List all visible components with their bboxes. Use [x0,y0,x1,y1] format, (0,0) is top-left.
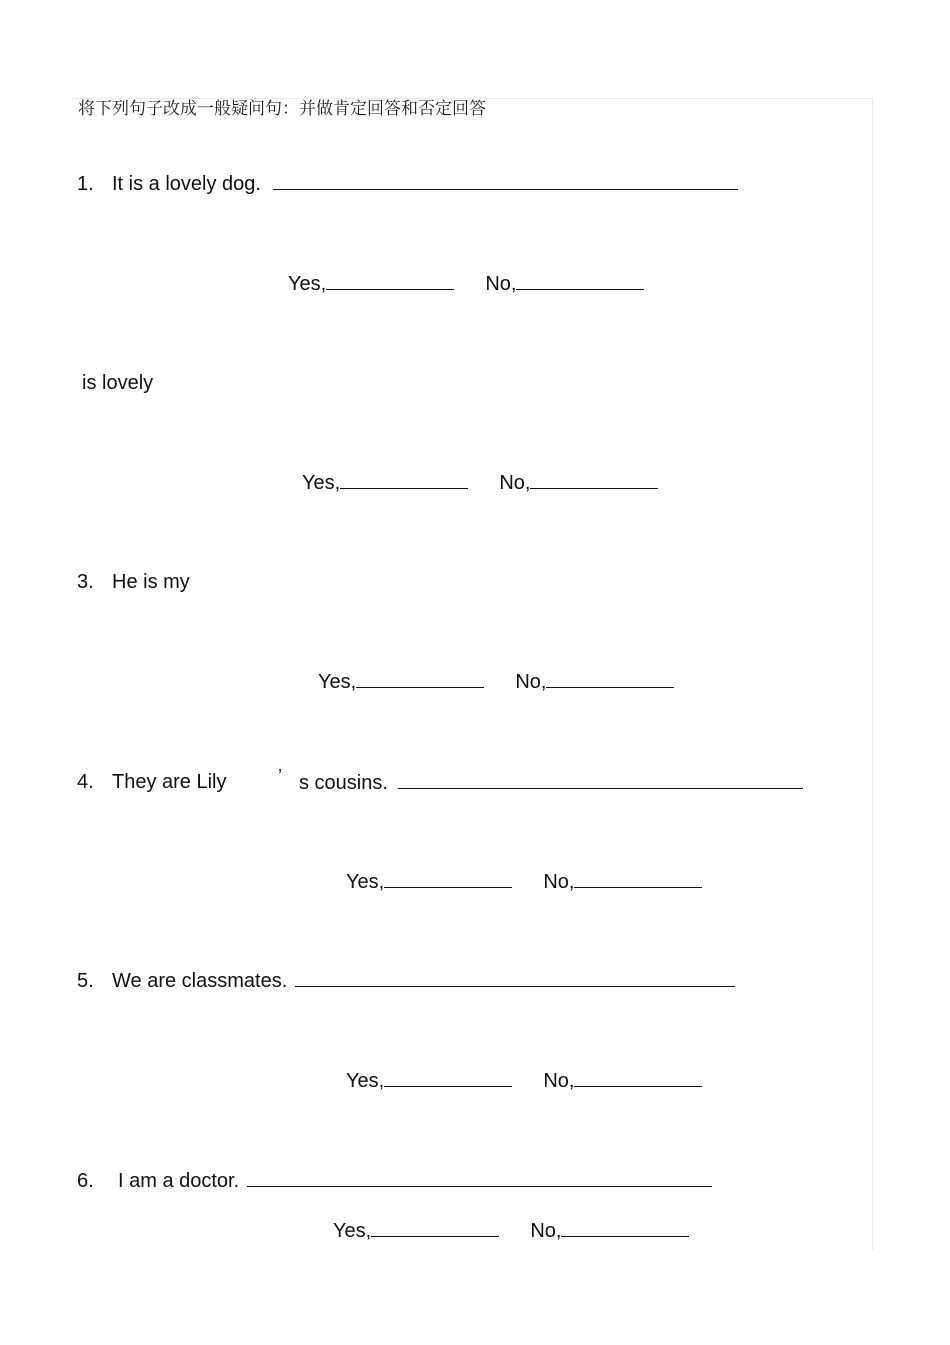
question-text: We are classmates. [112,970,288,992]
question-text: s cousins. [299,772,388,794]
question-3 [77,570,190,594]
no-label: No, [485,273,517,295]
no-label: No, [499,472,531,494]
question-5 [77,968,735,993]
yes-label: Yes, [346,871,385,893]
question-4-continued [299,770,803,795]
question-text: is lovely [82,372,154,394]
no-blank[interactable] [561,1218,689,1237]
question-number: 6. [77,1170,94,1192]
yes-blank[interactable] [371,1218,499,1237]
question-number: 5. [77,970,94,992]
yes-label: Yes, [302,472,341,494]
yes-blank[interactable] [384,1068,512,1087]
no-label: No, [543,1070,575,1092]
question-1 [77,171,738,196]
instruction-heading: 将下列句子改成一般疑问句：并做肯定回答和否定回答 [78,99,486,119]
no-blank[interactable] [516,271,644,290]
answer-blank[interactable] [273,171,738,190]
question-2 [82,371,153,395]
question-text: They are Lily [112,771,227,793]
question-4 [77,770,227,794]
yes-blank[interactable] [356,669,484,688]
yes-blank[interactable] [340,470,468,489]
answer-row-4 [346,869,702,894]
no-blank[interactable] [574,869,702,888]
yes-label: Yes, [318,671,357,693]
no-blank[interactable] [530,470,658,489]
question-text: He is my [112,571,190,593]
no-label: No, [515,671,547,693]
apostrophe: ’ [278,766,282,786]
answer-row-5 [346,1068,702,1093]
answer-row-3 [318,669,674,694]
yes-label: Yes, [346,1070,385,1092]
no-label: No, [530,1220,562,1242]
answer-row-2 [302,470,658,495]
answer-blank[interactable] [247,1168,712,1187]
yes-blank[interactable] [384,869,512,888]
answer-row-1 [288,271,644,296]
question-number: 3. [77,571,94,593]
answer-blank[interactable] [398,770,803,789]
question-text: It is a lovely dog. [112,173,261,195]
no-label: No, [543,871,575,893]
no-blank[interactable] [546,669,674,688]
question-number: 1. [77,173,94,195]
yes-label: Yes, [333,1220,372,1242]
question-text: I am a doctor. [118,1170,240,1192]
yes-label: Yes, [288,273,327,295]
no-blank[interactable] [574,1068,702,1087]
answer-row-6 [333,1218,689,1243]
yes-blank[interactable] [326,271,454,290]
question-number: 4. [77,771,94,793]
answer-blank[interactable] [295,968,735,987]
question-6 [77,1168,712,1193]
